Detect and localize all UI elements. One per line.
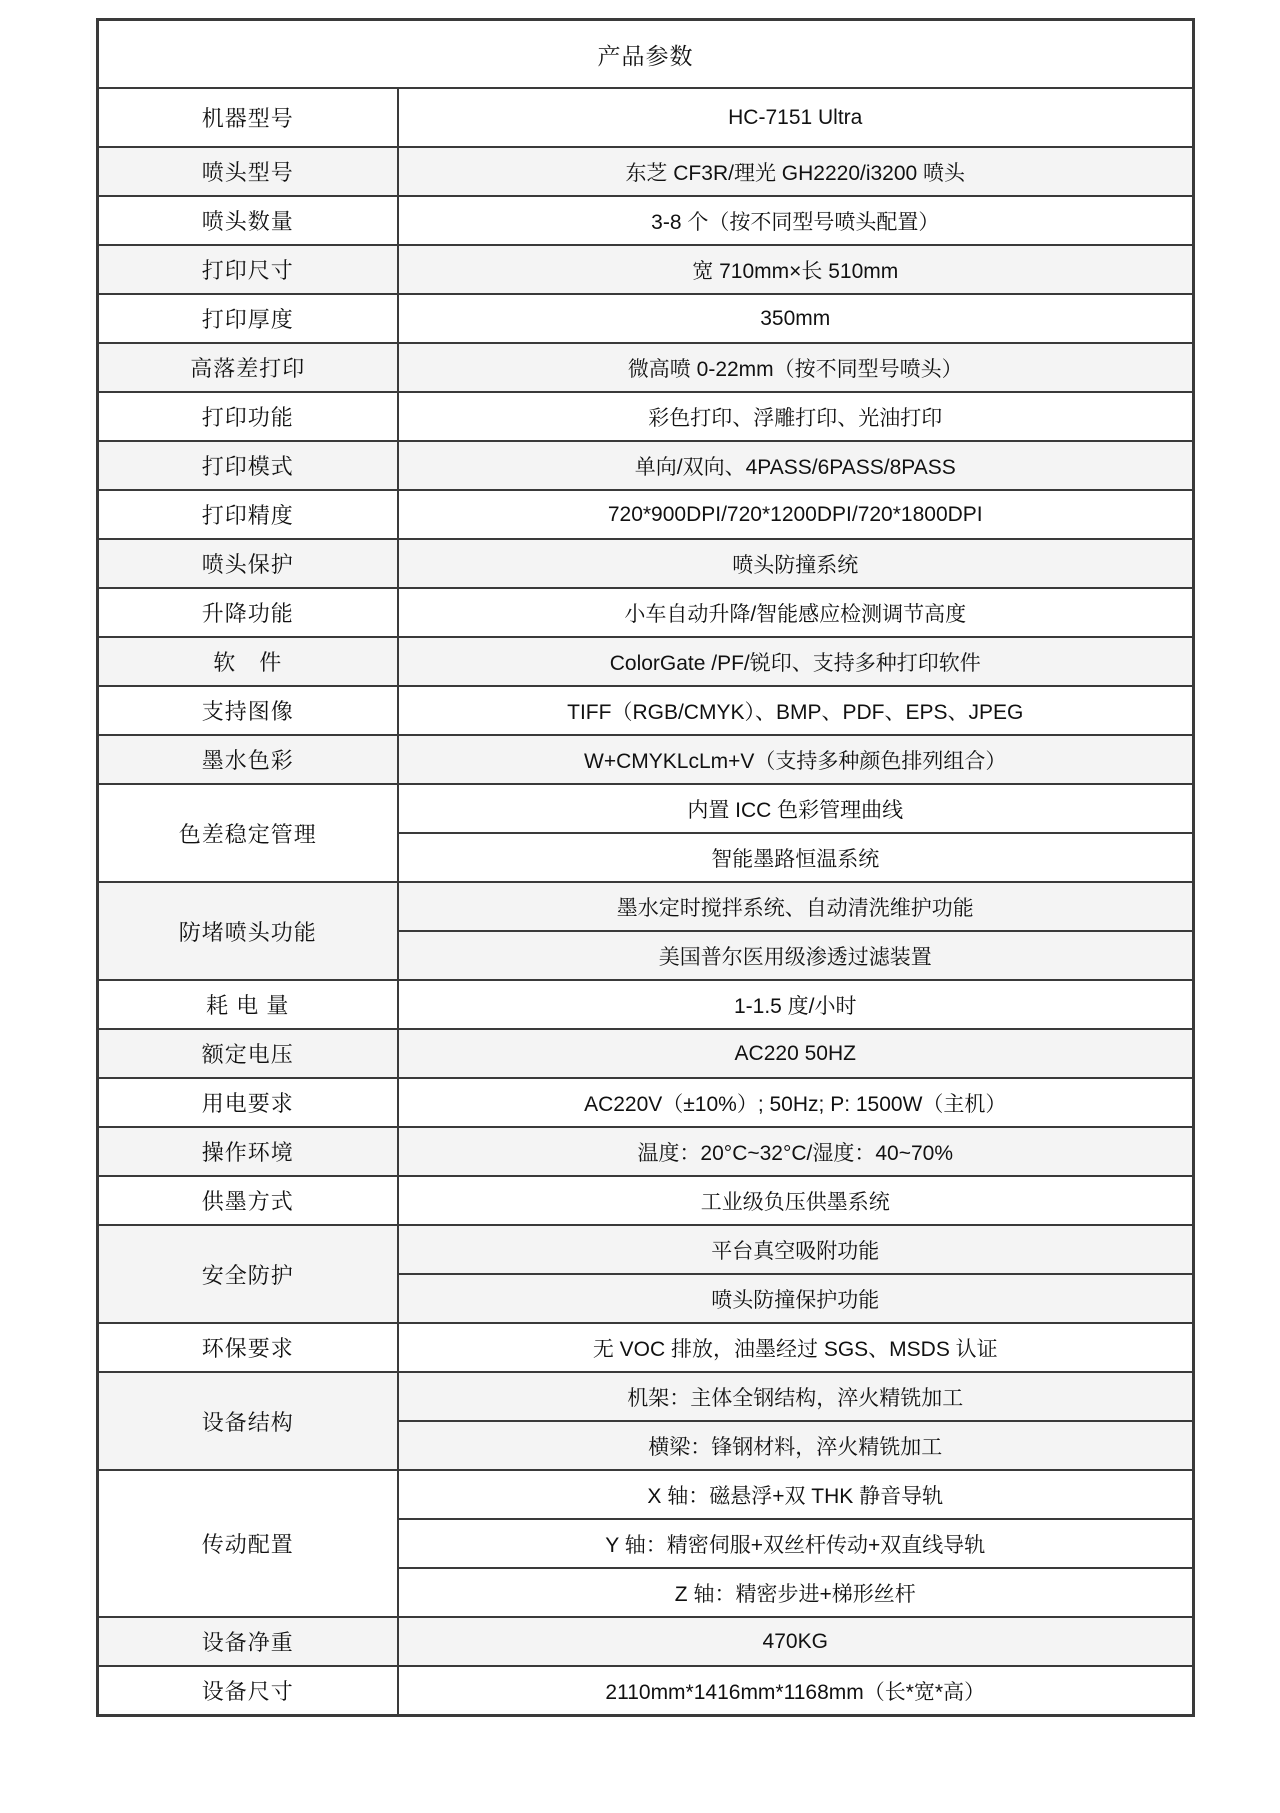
spec-value-cell: HC-7151 Ultra (398, 88, 1194, 147)
spec-label-cell: 传动配置 (98, 1470, 398, 1617)
spec-label-cell: 打印功能 (98, 392, 398, 441)
spec-value-cell: 喷头防撞系统 (398, 539, 1194, 588)
spec-value-cell: 单向/双向、4PASS/6PASS/8PASS (398, 441, 1194, 490)
spec-label-cell: 设备净重 (98, 1617, 398, 1666)
spec-row (98, 539, 1194, 588)
spec-row (98, 588, 1194, 637)
spec-label-cell: 额定电压 (98, 1029, 398, 1078)
spec-row (98, 686, 1194, 735)
table-header-row (98, 20, 1194, 89)
spec-row (98, 1470, 1194, 1519)
spec-row (98, 343, 1194, 392)
spec-row (98, 1029, 1194, 1078)
spec-label-cell: 色差稳定管理 (98, 784, 398, 882)
spec-value-cell: 平台真空吸附功能 (398, 1225, 1194, 1274)
spec-label-cell: 耗 电 量 (98, 980, 398, 1029)
spec-value-cell: 无 VOC 排放，油墨经过 SGS、MSDS 认证 (398, 1323, 1194, 1372)
spec-row (98, 882, 1194, 931)
spec-row (98, 88, 1194, 147)
spec-label-cell: 环保要求 (98, 1323, 398, 1372)
spec-label-cell: 支持图像 (98, 686, 398, 735)
spec-label-cell: 打印尺寸 (98, 245, 398, 294)
spec-value-cell: 喷头防撞保护功能 (398, 1274, 1194, 1323)
spec-table-body (98, 88, 1194, 1716)
spec-row (98, 392, 1194, 441)
spec-value-cell: Z 轴：精密步进+梯形丝杆 (398, 1568, 1194, 1617)
spec-value-cell: 工业级负压供墨系统 (398, 1176, 1194, 1225)
spec-value-cell: 彩色打印、浮雕打印、光油打印 (398, 392, 1194, 441)
spec-label-cell: 设备尺寸 (98, 1666, 398, 1716)
spec-row (98, 294, 1194, 343)
spec-value-cell: 1-1.5 度/小时 (398, 980, 1194, 1029)
spec-value-cell: 微高喷 0-22mm（按不同型号喷头） (398, 343, 1194, 392)
spec-row (98, 637, 1194, 686)
spec-row (98, 1617, 1194, 1666)
spec-value-cell: 内置 ICC 色彩管理曲线 (398, 784, 1194, 833)
spec-row (98, 245, 1194, 294)
spec-label-cell: 打印模式 (98, 441, 398, 490)
spec-row (98, 1127, 1194, 1176)
product-spec-table (96, 18, 1195, 1717)
spec-label-cell: 打印厚度 (98, 294, 398, 343)
spec-row (98, 196, 1194, 245)
spec-value-cell: 2110mm*1416mm*1168mm（长*宽*高） (398, 1666, 1194, 1716)
spec-value-cell: 宽 710mm×长 510mm (398, 245, 1194, 294)
spec-row (98, 1666, 1194, 1716)
spec-row (98, 1225, 1194, 1274)
spec-row (98, 1323, 1194, 1372)
spec-label-cell: 喷头数量 (98, 196, 398, 245)
spec-value-cell: 东芝 CF3R/理光 GH2220/i3200 喷头 (398, 147, 1194, 196)
spec-label-cell: 软 件 (98, 637, 398, 686)
spec-row (98, 147, 1194, 196)
spec-value-cell: W+CMYKLcLm+V（支持多种颜色排列组合） (398, 735, 1194, 784)
spec-value-cell: 温度：20°C~32°C/湿度：40~70% (398, 1127, 1194, 1176)
spec-row (98, 735, 1194, 784)
spec-label-cell: 喷头型号 (98, 147, 398, 196)
spec-value-cell: ColorGate /PF/锐印、支持多种打印软件 (398, 637, 1194, 686)
spec-label-cell: 喷头保护 (98, 539, 398, 588)
spec-value-cell: AC220 50HZ (398, 1029, 1194, 1078)
spec-value-cell: TIFF（RGB/CMYK）、BMP、PDF、EPS、JPEG (398, 686, 1194, 735)
spec-value-cell: 智能墨路恒温系统 (398, 833, 1194, 882)
spec-row (98, 490, 1194, 539)
spec-row (98, 1078, 1194, 1127)
spec-label-cell: 高落差打印 (98, 343, 398, 392)
spec-label-cell: 机器型号 (98, 88, 398, 147)
spec-value-cell: X 轴：磁悬浮+双 THK 静音导轨 (398, 1470, 1194, 1519)
spec-row (98, 1372, 1194, 1421)
spec-value-cell: 美国普尔医用级渗透过滤装置 (398, 931, 1194, 980)
spec-row (98, 1176, 1194, 1225)
spec-label-cell: 操作环境 (98, 1127, 398, 1176)
spec-label-cell: 打印精度 (98, 490, 398, 539)
spec-label-cell: 安全防护 (98, 1225, 398, 1323)
spec-value-cell: 横梁：锋钢材料，淬火精铣加工 (398, 1421, 1194, 1470)
spec-value-cell: 470KG (398, 1617, 1194, 1666)
spec-row (98, 784, 1194, 833)
spec-row (98, 980, 1194, 1029)
table-title: 产品参数 (98, 20, 1194, 89)
spec-value-cell: 机架：主体全钢结构，淬火精铣加工 (398, 1372, 1194, 1421)
spec-label-cell: 设备结构 (98, 1372, 398, 1470)
spec-value-cell: 小车自动升降/智能感应检测调节高度 (398, 588, 1194, 637)
spec-label-cell: 防堵喷头功能 (98, 882, 398, 980)
spec-row (98, 441, 1194, 490)
spec-label-cell: 用电要求 (98, 1078, 398, 1127)
spec-label-cell: 升降功能 (98, 588, 398, 637)
spec-label-cell: 供墨方式 (98, 1176, 398, 1225)
spec-value-cell: AC220V（±10%）; 50Hz; P: 1500W（主机） (398, 1078, 1194, 1127)
spec-value-cell: 350mm (398, 294, 1194, 343)
spec-value-cell: 3-8 个（按不同型号喷头配置） (398, 196, 1194, 245)
spec-value-cell: 720*900DPI/720*1200DPI/720*1800DPI (398, 490, 1194, 539)
spec-label-cell: 墨水色彩 (98, 735, 398, 784)
spec-value-cell: Y 轴：精密伺服+双丝杆传动+双直线导轨 (398, 1519, 1194, 1568)
spec-value-cell: 墨水定时搅拌系统、自动清洗维护功能 (398, 882, 1194, 931)
